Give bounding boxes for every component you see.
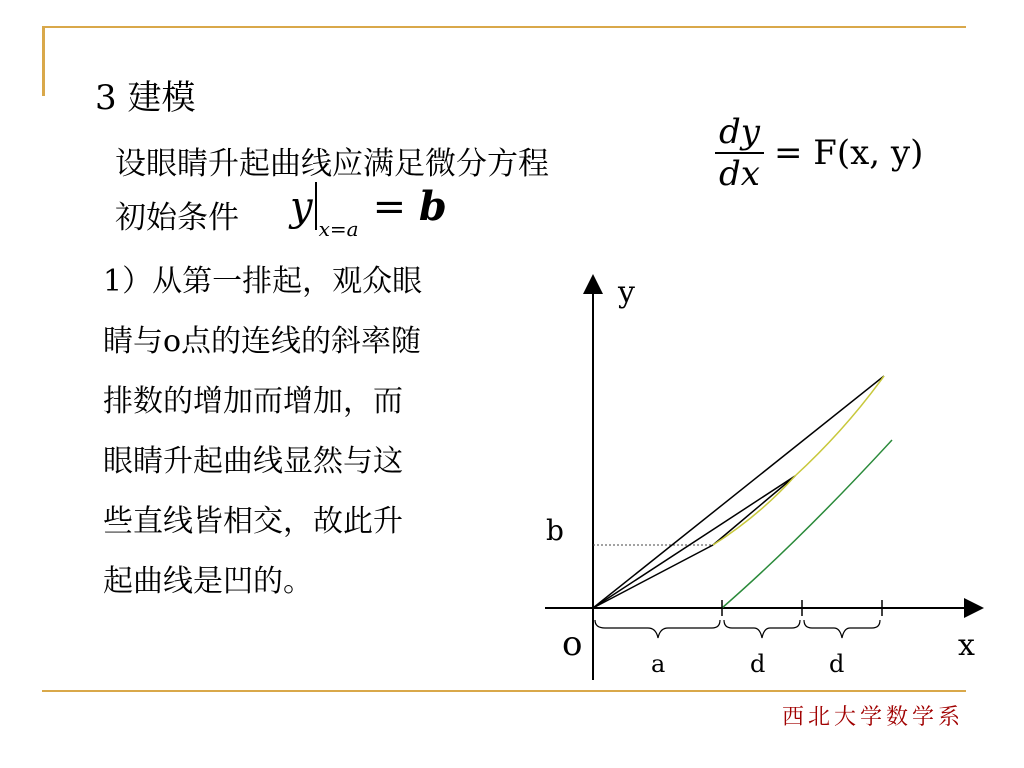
sightline-3	[593, 376, 884, 608]
brace-d2	[804, 620, 880, 638]
initial-condition-eq: =	[372, 184, 407, 230]
ode-intro-text: 设眼睛升起曲线应满足微分方程	[115, 146, 549, 182]
brace-label-d2: d	[829, 650, 845, 678]
initial-condition-value: b	[418, 183, 447, 230]
brace-label-d1: d	[750, 650, 766, 678]
sightline-2	[593, 476, 795, 608]
eye-segment-1	[713, 476, 795, 545]
x-axis-label: x	[958, 628, 975, 663]
paragraph-line: 排数的增加而增加，而	[103, 384, 403, 419]
ode-rhs: = F(x, y)	[773, 133, 924, 173]
initial-condition-var: y	[290, 184, 313, 230]
paragraph-line: 起曲线是凹的。	[103, 564, 313, 599]
initial-condition-sub: x=a	[318, 217, 359, 241]
brace-a	[595, 620, 720, 638]
paragraph-line: 眼睛升起曲线显然与这	[103, 444, 403, 479]
paragraph-line: 睛与o点的连线的斜率随	[103, 324, 422, 359]
sightline-1	[593, 545, 713, 608]
paragraph-line: 1）从第一排起，观众眼	[103, 264, 423, 299]
derivative-denominator: dx	[715, 152, 764, 194]
brace-d1	[724, 620, 800, 638]
paragraph-line: 些直线皆相交，故此升	[103, 504, 403, 539]
footer-department: 西北大学数学系	[781, 705, 964, 730]
eye-rise-curve	[713, 376, 884, 545]
origin-label: o	[562, 624, 583, 664]
brace-label-a: a	[651, 650, 666, 678]
section-heading: 3 建模	[95, 78, 196, 118]
y-axis-label: y	[618, 275, 635, 310]
derivative-numerator: dy	[719, 112, 760, 152]
b-label: b	[546, 514, 564, 547]
initial-condition-label: 初始条件	[115, 200, 239, 236]
